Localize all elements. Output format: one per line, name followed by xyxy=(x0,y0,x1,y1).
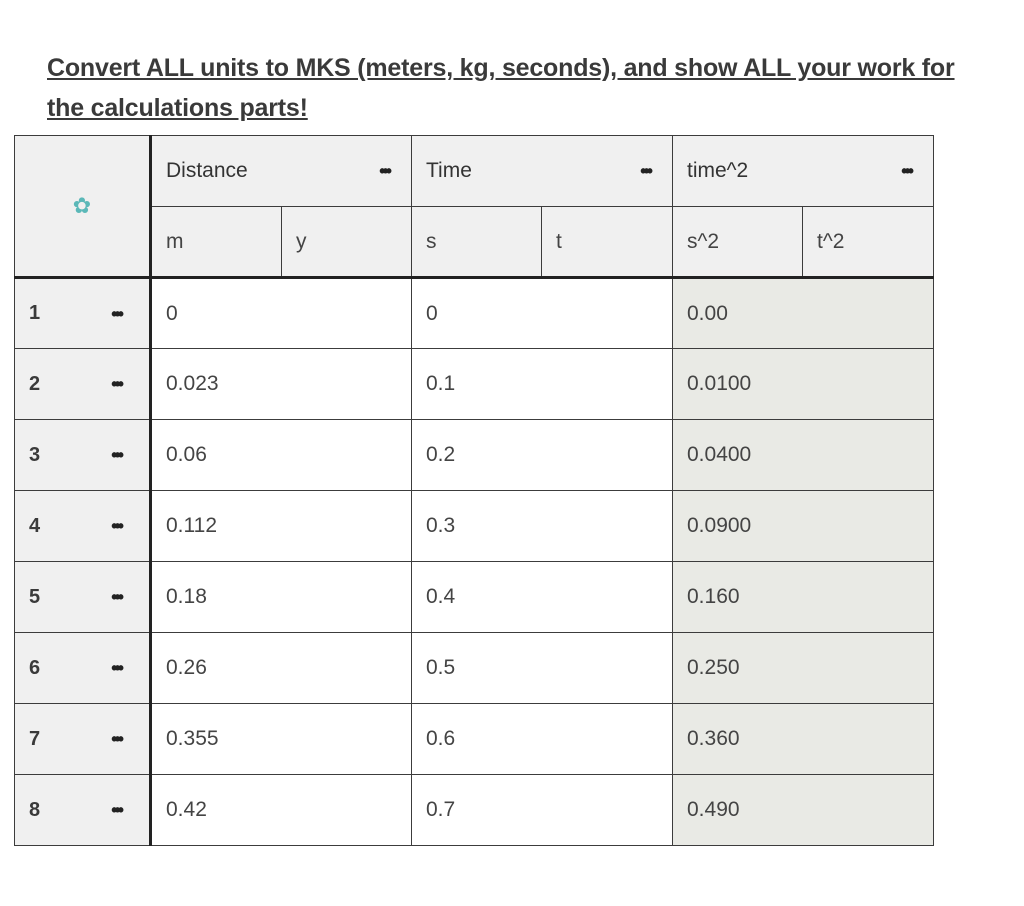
time-squared-cell xyxy=(673,420,934,491)
distance-cell[interactable] xyxy=(151,562,412,633)
table-row xyxy=(15,562,934,633)
cell-value: 0.6 xyxy=(426,727,456,750)
column-header-time-squared[interactable] xyxy=(673,136,934,207)
row-menu-icon[interactable]: ••• xyxy=(111,729,121,749)
cell-value: 0.023 xyxy=(166,372,219,395)
row-menu-icon[interactable]: ••• xyxy=(111,516,121,536)
table-row xyxy=(15,633,934,704)
time-squared-cell xyxy=(673,704,934,775)
table-row xyxy=(15,349,934,420)
row-header[interactable] xyxy=(15,775,151,846)
time-squared-cell xyxy=(673,775,934,846)
row-header[interactable] xyxy=(15,278,151,349)
variable-label: t xyxy=(556,229,562,253)
time-squared-cell xyxy=(673,349,934,420)
data-table xyxy=(14,135,934,846)
row-header[interactable] xyxy=(15,633,151,704)
cell-value: 0.00 xyxy=(687,301,728,325)
column-menu-icon[interactable]: ••• xyxy=(901,161,911,181)
instructions-heading: Convert ALL units to MKS (meters, kg, seconds), and show ALL your work for the calculations parts! xyxy=(47,54,955,122)
column-title: time^2 xyxy=(687,159,749,182)
distance-cell[interactable] xyxy=(151,278,412,349)
cell-value: 0 xyxy=(166,301,178,325)
column-title: Time xyxy=(426,159,472,182)
row-menu-icon[interactable]: ••• xyxy=(111,374,121,394)
time-cell[interactable] xyxy=(412,775,673,846)
row-number: 6 xyxy=(29,656,41,679)
row-menu-icon[interactable]: ••• xyxy=(111,303,121,324)
table-row xyxy=(15,420,934,491)
cell-value: 0.42 xyxy=(166,798,207,821)
row-number: 8 xyxy=(29,798,41,821)
unit-cell[interactable] xyxy=(412,207,542,278)
distance-cell[interactable] xyxy=(151,349,412,420)
table-row xyxy=(15,775,934,846)
time-squared-cell xyxy=(673,633,934,704)
row-menu-icon[interactable]: ••• xyxy=(111,800,121,820)
cell-value: 0.18 xyxy=(166,585,207,608)
table-row xyxy=(15,278,934,349)
cell-value: 0.250 xyxy=(687,656,740,679)
time-cell[interactable] xyxy=(412,491,673,562)
distance-cell[interactable] xyxy=(151,704,412,775)
cell-value: 0.360 xyxy=(687,727,740,750)
row-header[interactable] xyxy=(15,562,151,633)
row-number: 2 xyxy=(29,372,41,395)
cell-value: 0.1 xyxy=(426,372,456,395)
column-header-time[interactable] xyxy=(412,136,673,207)
cell-value: 0.5 xyxy=(426,656,456,679)
distance-cell[interactable] xyxy=(151,775,412,846)
unit-cell[interactable] xyxy=(673,207,803,278)
variable-cell[interactable] xyxy=(282,207,412,278)
unit-label: s^2 xyxy=(687,229,720,253)
table-row xyxy=(15,704,934,775)
cell-value: 0.0900 xyxy=(687,514,752,537)
cell-value: 0.355 xyxy=(166,727,219,750)
table-corner xyxy=(15,136,151,278)
time-squared-cell xyxy=(673,278,934,349)
row-header[interactable] xyxy=(15,420,151,491)
cell-value: 0.2 xyxy=(426,443,456,466)
cell-value: 0.0400 xyxy=(687,443,752,466)
variable-cell[interactable] xyxy=(542,207,673,278)
cell-value: 0.490 xyxy=(687,798,740,821)
distance-cell[interactable] xyxy=(151,420,412,491)
cell-value: 0.26 xyxy=(166,656,207,679)
unit-label: m xyxy=(166,229,184,253)
time-cell[interactable] xyxy=(412,349,673,420)
cell-value: 0.4 xyxy=(426,585,456,608)
column-title: Distance xyxy=(166,159,248,182)
cell-value: 0.0100 xyxy=(687,372,752,395)
time-cell[interactable] xyxy=(412,278,673,349)
column-menu-icon[interactable]: ••• xyxy=(379,161,389,181)
row-number: 4 xyxy=(29,514,41,537)
cell-value: 0.06 xyxy=(166,443,207,466)
row-menu-icon[interactable]: ••• xyxy=(111,445,121,465)
variable-cell[interactable] xyxy=(803,207,934,278)
row-header[interactable] xyxy=(15,704,151,775)
time-cell[interactable] xyxy=(412,420,673,491)
time-cell[interactable] xyxy=(412,704,673,775)
cell-value: 0 xyxy=(426,301,438,325)
gear-icon[interactable]: ✿ xyxy=(72,193,92,218)
column-header-distance[interactable] xyxy=(151,136,412,207)
cell-value: 0.3 xyxy=(426,514,456,537)
distance-cell[interactable] xyxy=(151,633,412,704)
variable-label: t^2 xyxy=(817,229,845,253)
row-menu-icon[interactable]: ••• xyxy=(111,587,121,607)
cell-value: 0.112 xyxy=(166,514,217,537)
time-squared-cell xyxy=(673,491,934,562)
row-menu-icon[interactable]: ••• xyxy=(111,658,121,678)
time-cell[interactable] xyxy=(412,633,673,704)
row-number: 3 xyxy=(29,443,41,466)
row-number: 5 xyxy=(29,585,41,608)
time-squared-cell xyxy=(673,562,934,633)
unit-label: s xyxy=(426,229,437,253)
distance-cell[interactable] xyxy=(151,491,412,562)
row-number: 1 xyxy=(29,302,41,324)
cell-value: 0.160 xyxy=(687,585,740,608)
row-header[interactable] xyxy=(15,491,151,562)
unit-cell[interactable] xyxy=(151,207,282,278)
table-row xyxy=(15,491,934,562)
row-number: 7 xyxy=(29,727,41,750)
time-cell[interactable] xyxy=(412,562,673,633)
variable-label: y xyxy=(296,229,307,253)
column-menu-icon[interactable]: ••• xyxy=(640,161,650,181)
cell-value: 0.7 xyxy=(426,798,456,821)
row-header[interactable] xyxy=(15,349,151,420)
